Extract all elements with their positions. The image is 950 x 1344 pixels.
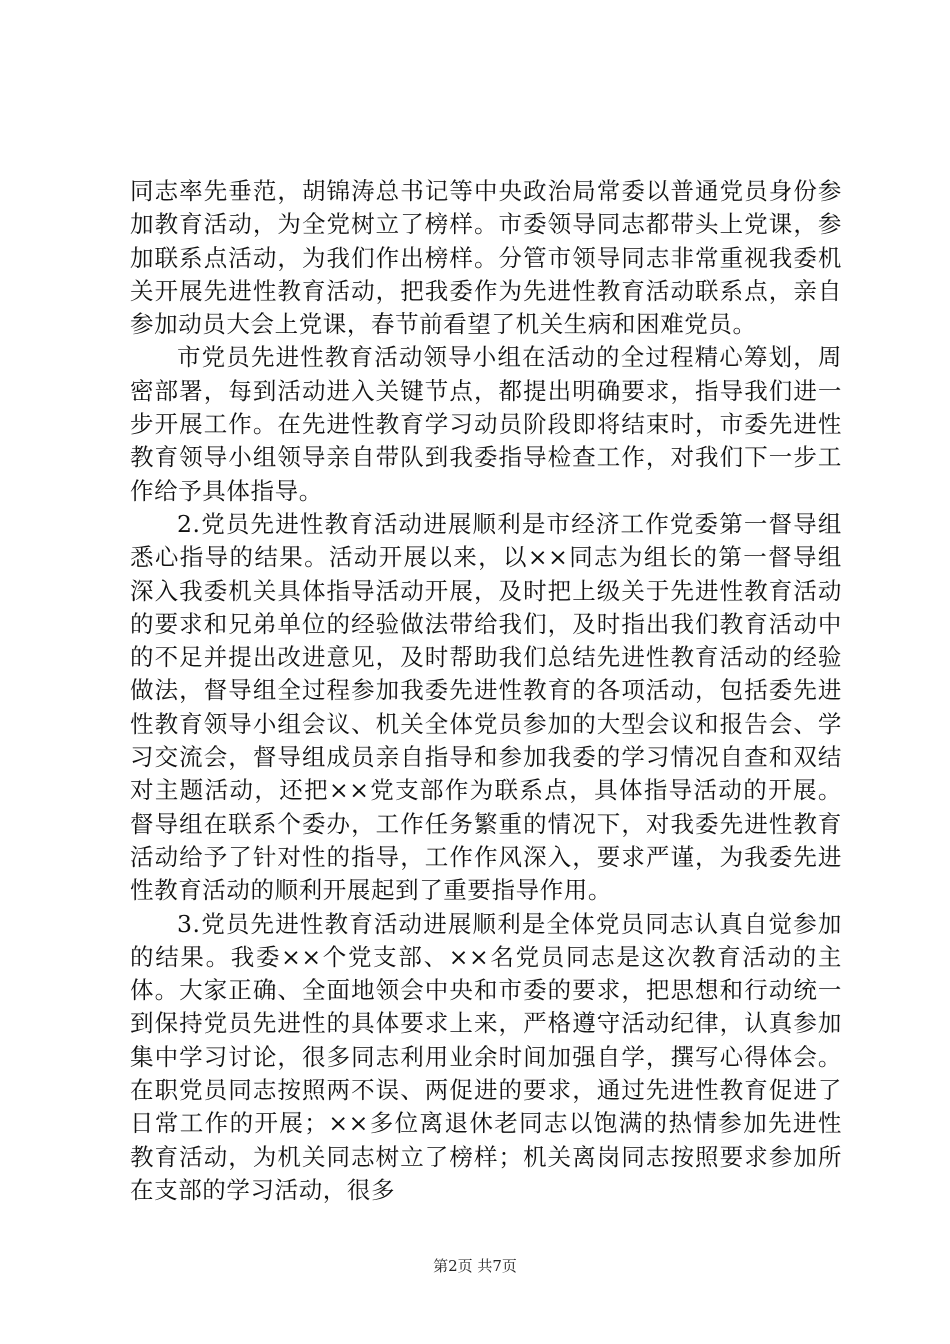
paragraph-3: 2.党员先进性教育活动进展顺利是市经济工作党委第一督导组悉心指导的结果。活动开展以来，以××同志为组长的第一督导组深入我委机关具体指导活动开展，及时把上级关于先进性教育活动的要求和兄弟单位的经验做法带给我们，及时指出我们教育活动中的不足并提出改进意见，及时帮助我们总结先进性教育活动的经验做法，督导组全过程参加我委先进性教育的各项活动，包括委先进性教育领导小组会议、机关全体党员参加的大型会议和报告会、学习交流会，督导组成员亲自指导和参加我委的学习情况自查和双结对主题活动，还把××党支部作为联系点，具体指导活动的开展。督导组在联系个委办，工作任务繁重的情况下，对我委先进性教育活动给予了针对性的指导，工作作风深入，要求严谨，为我委先进性教育活动的顺利开展起到了重要指导作用。	[130, 509, 842, 905]
page-number-footer: 第2页 共7页	[433, 1257, 517, 1275]
paragraph-2: 市党员先进性教育活动领导小组在活动的全过程精心筹划，周密部署，每到活动进入关键节点，都提出明确要求，指导我们进一步开展工作。在先进性教育学习动员阶段即将结束时，市委先进性教育领导小组领导亲自带队到我委指导检查工作，对我们下一步工作给予具体指导。	[130, 343, 842, 505]
document-body	[130, 175, 842, 1207]
paragraph-1: 同志率先垂范，胡锦涛总书记等中央政治局常委以普通党员身份参加教育活动，为全党树立了榜样。市委领导同志都带头上党课，参加联系点活动，为我们作出榜样。分管市领导同志非常重视我委机关开展先进性教育活动，把我委作为先进性教育活动联系点，亲自参加动员大会上党课，春节前看望了机关生病和困难党员。	[130, 177, 842, 339]
paragraph-4: 3.党员先进性教育活动进展顺利是全体党员同志认真自觉参加的结果。我委××个党支部、××名党员同志是这次教育活动的主体。大家正确、全面地领会中央和市委的要求，把思想和行动统一到保持党员先进性的具体要求上来，严格遵守活动纪律，认真参加集中学习讨论，很多同志利用业余时间加强自学，撰写心得体会。在职党员同志按照两不误、两促进的要求，通过先进性教育促进了日常工作的开展；××多位离退休老同志以饱满的热情参加先进性教育活动，为机关同志树立了榜样；机关离岗同志按照要求参加所在支部的学习活动，很多	[130, 909, 842, 1204]
